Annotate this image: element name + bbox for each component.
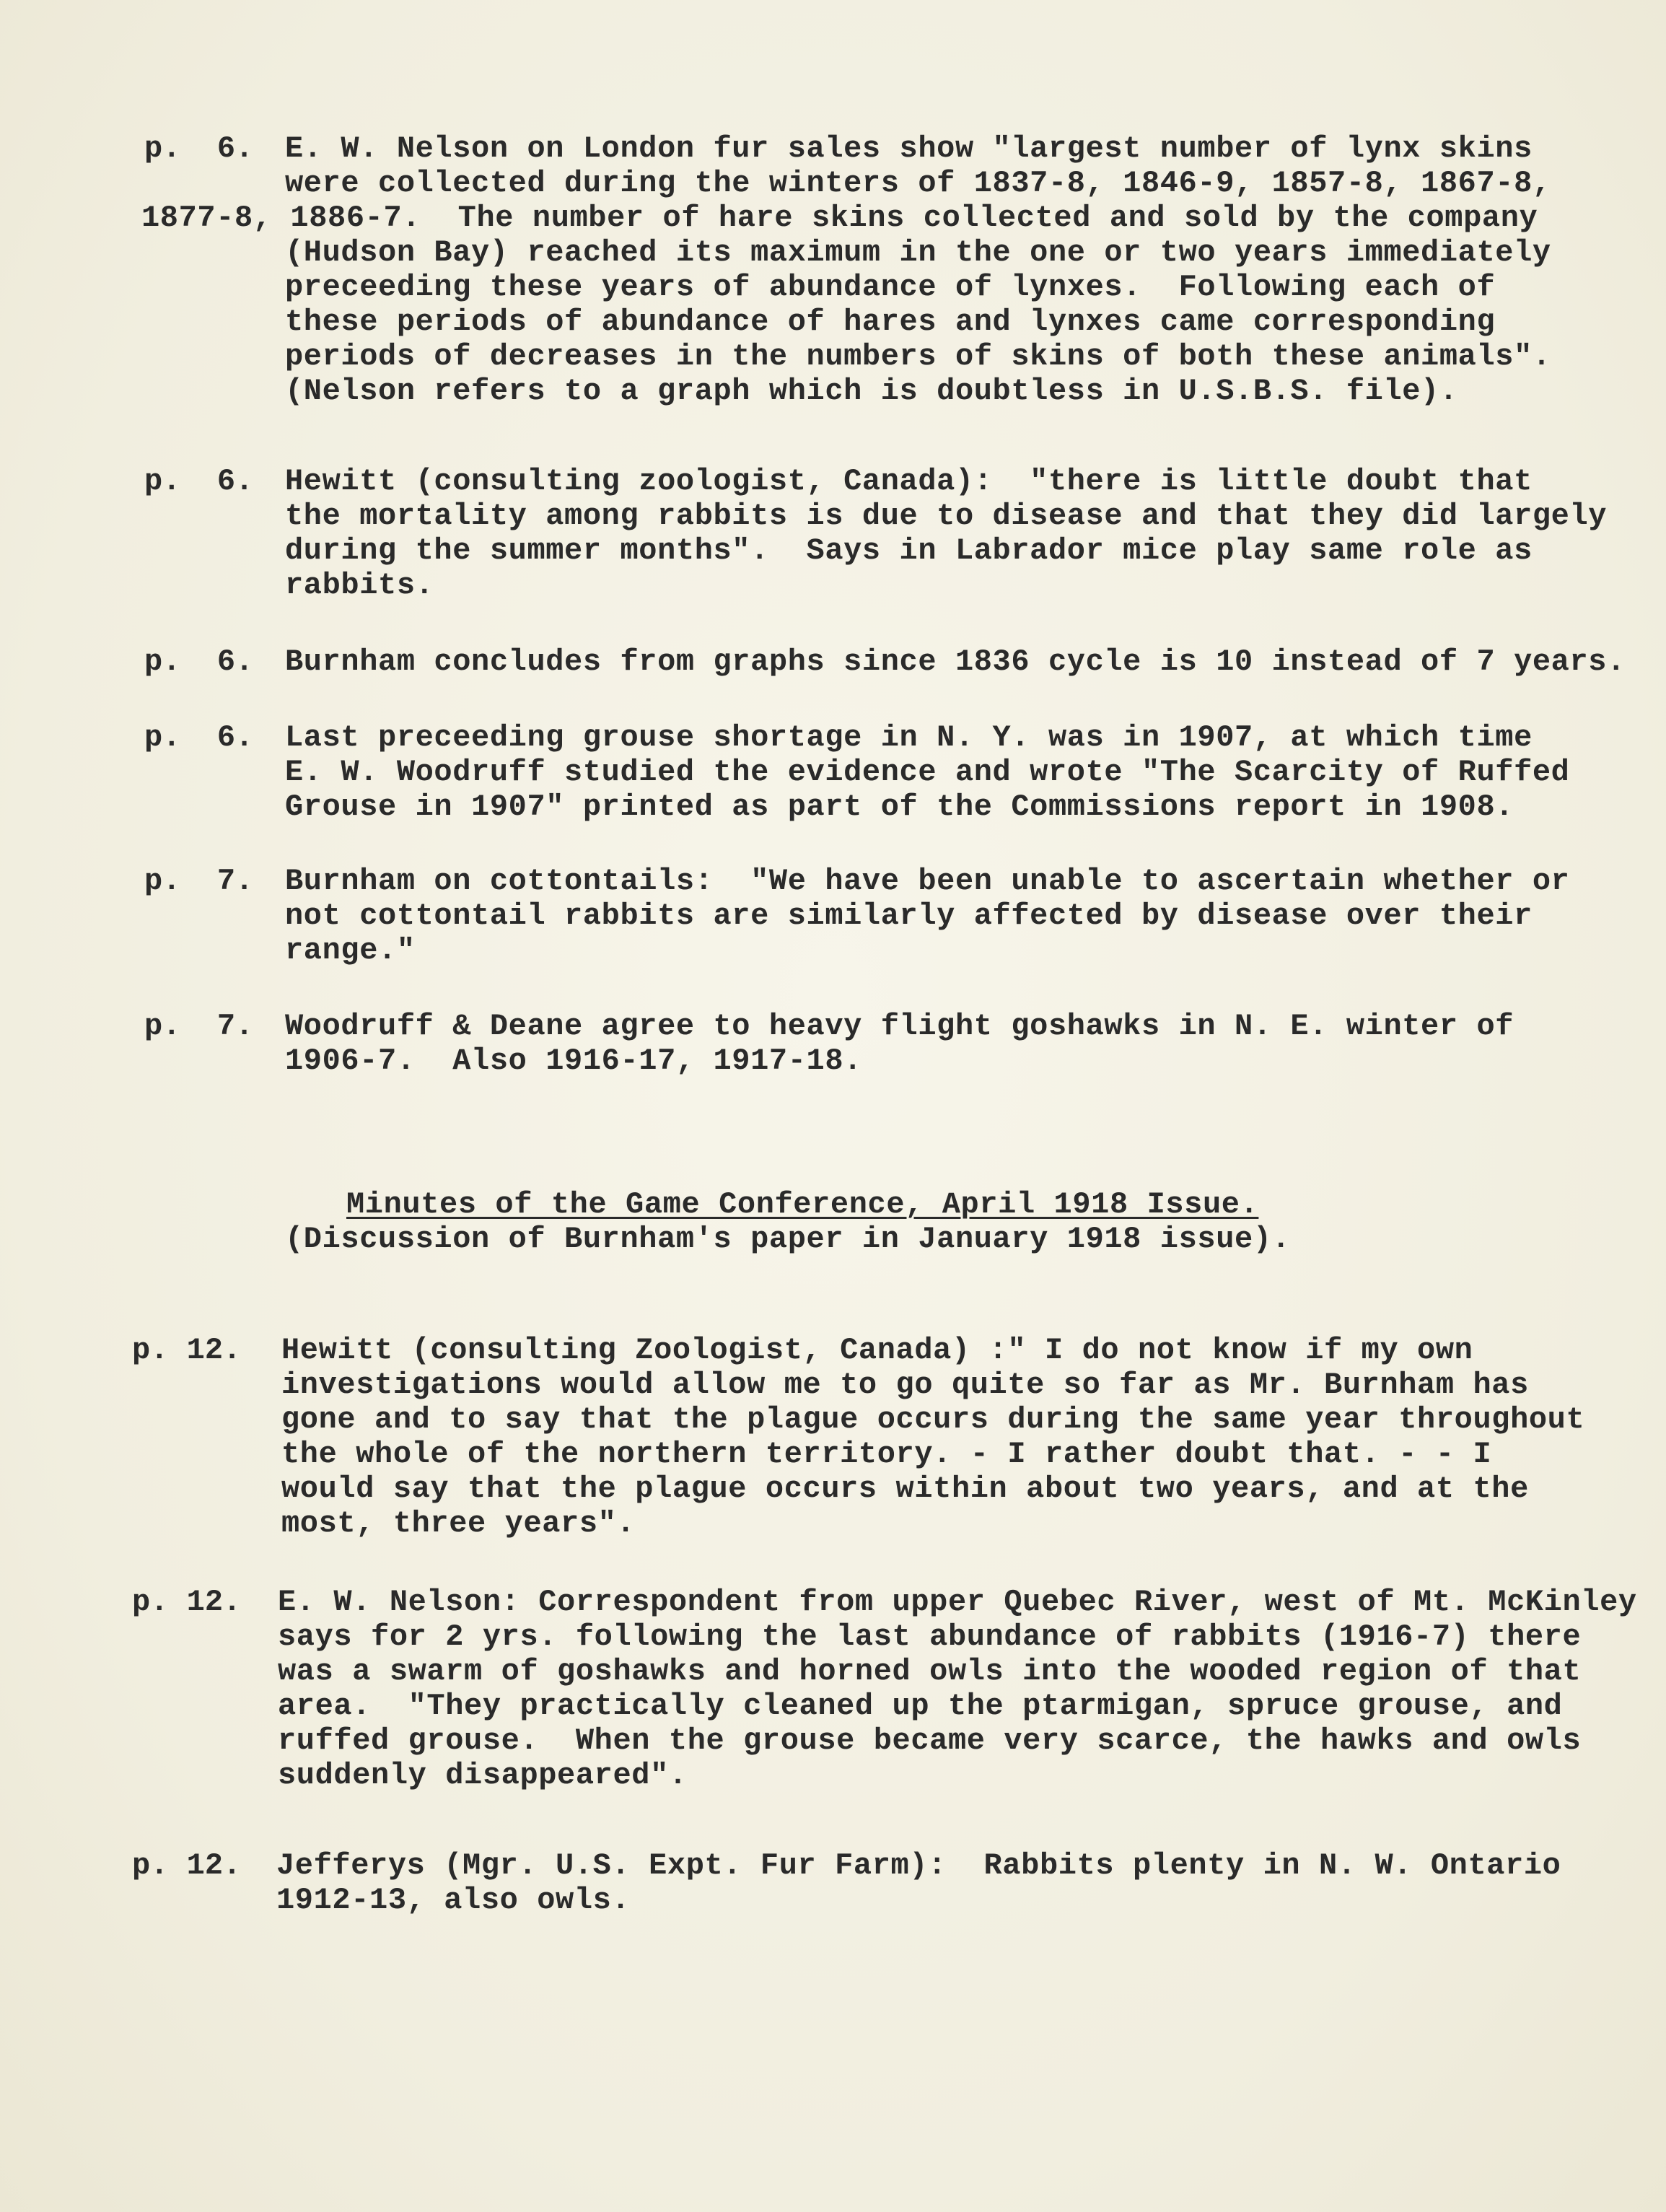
entry-line: periods of decreases in the numbers of skins of both these animals".	[285, 339, 1551, 374]
entry-line: Last preceeding grouse shortage in N. Y. was in 1907, at which time	[285, 720, 1533, 755]
page-reference: p. 7.	[144, 1009, 254, 1044]
page-reference: p. 12.	[132, 1848, 242, 1883]
entry-line: preceeding these years of abundance of lynxes. Following each of	[285, 270, 1496, 305]
entry-line: (Nelson refers to a graph which is doubtless in U.S.B.S. file).	[285, 374, 1458, 408]
page-reference: p. 7.	[144, 864, 254, 899]
entry-line: Hewitt (consulting zoologist, Canada): "there is little doubt that	[285, 464, 1533, 499]
entry-line: not cottontail rabbits are similarly affected by disease over their	[285, 899, 1533, 933]
page-reference: p. 6.	[144, 131, 254, 166]
entry-line: Hewitt (consulting Zoologist, Canada) :" I do not know if my own	[281, 1333, 1473, 1368]
page-reference: p. 6.	[144, 464, 254, 499]
entry-line: the mortality among rabbits is due to disease and that they did largely	[285, 499, 1608, 533]
entry-line: Burnham concludes from graphs since 1836 cycle is 10 instead of 7 years.	[285, 644, 1626, 679]
entry-line: Grouse in 1907" printed as part of the Commissions report in 1908.	[285, 790, 1514, 824]
entry-line: was a swarm of goshawks and horned owls into the wooded region of that	[278, 1654, 1582, 1689]
entry-line: E. W. Nelson on London fur sales show "largest number of lynx skins	[285, 131, 1533, 166]
entry-line: the whole of the northern territory. - I rather doubt that. - - I	[281, 1437, 1492, 1472]
entry-line: gone and to say that the plague occurs during the same year throughout	[281, 1402, 1585, 1437]
entry-line: were collected during the winters of 1837-8, 1846-9, 1857-8, 1867-8,	[285, 166, 1551, 201]
entry-line: during the summer months". Says in Labrador mice play same role as	[285, 533, 1533, 568]
entry-line: 1877-8, 1886-7. The number of hare skins collected and sold by the company	[141, 201, 1538, 235]
entry-line: Jefferys (Mgr. U.S. Expt. Fur Farm): Rabbits plenty in N. W. Ontario	[276, 1848, 1561, 1883]
entry-line: suddenly disappeared".	[278, 1758, 688, 1793]
entry-line: Burnham on cottontails: "We have been unable to ascertain whether or	[285, 864, 1570, 899]
entry-line: would say that the plague occurs within about two years, and at the	[281, 1472, 1529, 1506]
entry-line: ruffed grouse. When the grouse became very scarce, the hawks and owls	[278, 1723, 1582, 1758]
entry-line: 1906-7. Also 1916-17, 1917-18.	[285, 1044, 862, 1078]
entry-line: E. W. Nelson: Correspondent from upper Quebec River, west of Mt. McKinley	[278, 1585, 1637, 1619]
entry-line: (Hudson Bay) reached its maximum in the one or two years immediately	[285, 235, 1551, 270]
entry-line: rabbits.	[285, 568, 434, 603]
entry-line: says for 2 yrs. following the last abundance of rabbits (1916-7) there	[278, 1619, 1582, 1654]
page-reference: p. 12.	[132, 1585, 242, 1619]
page-reference: p. 6.	[144, 644, 254, 679]
page-reference: p. 12.	[132, 1333, 242, 1368]
page-reference: p. 6.	[144, 720, 254, 755]
section-subtitle: (Discussion of Burnham's paper in January 1918 issue).	[285, 1222, 1291, 1256]
entry-line: 1912-13, also owls.	[276, 1883, 631, 1918]
entry-line: E. W. Woodruff studied the evidence and wrote "The Scarcity of Ruffed	[285, 755, 1570, 790]
entry-line: area. "They practically cleaned up the ptarmigan, spruce grouse, and	[278, 1689, 1563, 1723]
entry-line: most, three years".	[281, 1506, 636, 1541]
section-title: Minutes of the Game Conference, April 1918 Issue.	[346, 1187, 1259, 1222]
entry-line: range."	[285, 933, 416, 968]
entry-line: investigations would allow me to go quite so far as Mr. Burnham has	[281, 1368, 1529, 1402]
entry-line: these periods of abundance of hares and lynxes came corresponding	[285, 305, 1496, 339]
entry-line: Woodruff & Deane agree to heavy flight goshawks in N. E. winter of	[285, 1009, 1514, 1044]
